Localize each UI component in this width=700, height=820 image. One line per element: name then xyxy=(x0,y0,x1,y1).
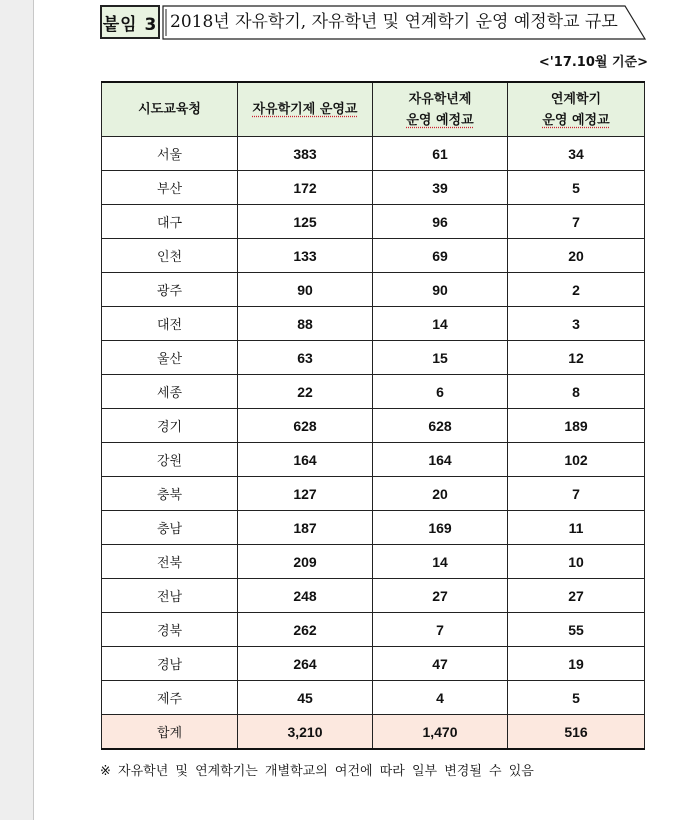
linked-semester-cell: 102 xyxy=(508,443,645,477)
linked-semester-cell: 10 xyxy=(508,545,645,579)
free-semester-cell: 209 xyxy=(238,545,373,579)
free-year-cell: 169 xyxy=(373,511,508,545)
table-row xyxy=(102,409,645,443)
free-year-cell: 27 xyxy=(373,579,508,613)
appendix-label: 붙임 3 xyxy=(100,5,160,39)
free-semester-cell: 383 xyxy=(238,137,373,171)
linked-semester-cell: 55 xyxy=(508,613,645,647)
table-row xyxy=(102,205,645,239)
free-year-cell: 7 xyxy=(373,613,508,647)
free-year-cell: 4 xyxy=(373,681,508,715)
linked-semester-cell: 3 xyxy=(508,307,645,341)
title-box xyxy=(162,5,647,41)
table-row xyxy=(102,239,645,273)
free-semester-cell: 262 xyxy=(238,613,373,647)
linked-semester-cell: 2 xyxy=(508,273,645,307)
table-row xyxy=(102,137,645,171)
free-semester-cell: 133 xyxy=(238,239,373,273)
free-year-cell: 96 xyxy=(373,205,508,239)
free-semester-cell: 45 xyxy=(238,681,373,715)
page-margin-strip xyxy=(0,0,34,820)
region-cell: 대구 xyxy=(102,205,238,239)
region-cell: 전북 xyxy=(102,545,238,579)
linked-semester-cell: 8 xyxy=(508,375,645,409)
free-year-cell: 15 xyxy=(373,341,508,375)
header-linked-semester: 연계학기 운영 예정교 xyxy=(508,82,645,137)
region-cell: 세종 xyxy=(102,375,238,409)
region-cell: 대전 xyxy=(102,307,238,341)
region-cell: 울산 xyxy=(102,341,238,375)
table-row xyxy=(102,307,645,341)
region-cell: 경기 xyxy=(102,409,238,443)
free-year-cell: 164 xyxy=(373,443,508,477)
region-cell: 충남 xyxy=(102,511,238,545)
table-header-row xyxy=(102,82,645,137)
table-row xyxy=(102,341,645,375)
free-semester-cell: 187 xyxy=(238,511,373,545)
table-body xyxy=(102,137,645,750)
linked-semester-cell: 19 xyxy=(508,647,645,681)
free-year-cell: 1,470 xyxy=(373,715,508,750)
table-row xyxy=(102,681,645,715)
free-year-cell: 39 xyxy=(373,171,508,205)
free-year-cell: 47 xyxy=(373,647,508,681)
linked-semester-cell: 20 xyxy=(508,239,645,273)
free-semester-cell: 125 xyxy=(238,205,373,239)
free-year-cell: 69 xyxy=(373,239,508,273)
free-semester-cell: 127 xyxy=(238,477,373,511)
linked-semester-cell: 5 xyxy=(508,681,645,715)
free-semester-cell: 172 xyxy=(238,171,373,205)
linked-semester-cell: 27 xyxy=(508,579,645,613)
free-year-cell: 6 xyxy=(373,375,508,409)
table-row xyxy=(102,477,645,511)
document-title: 2018년 자유학기, 자유학년 및 연계학기 운영 예정학교 규모 xyxy=(170,12,618,32)
region-cell: 인천 xyxy=(102,239,238,273)
free-semester-cell: 248 xyxy=(238,579,373,613)
free-semester-cell: 88 xyxy=(238,307,373,341)
free-year-cell: 20 xyxy=(373,477,508,511)
free-semester-cell: 22 xyxy=(238,375,373,409)
table-row xyxy=(102,545,645,579)
region-cell: 광주 xyxy=(102,273,238,307)
free-year-cell: 628 xyxy=(373,409,508,443)
free-year-cell: 61 xyxy=(373,137,508,171)
header-free-semester: 자유학기제 운영교 xyxy=(238,82,373,137)
region-cell: 서울 xyxy=(102,137,238,171)
table-row xyxy=(102,647,645,681)
region-cell: 강원 xyxy=(102,443,238,477)
table-row xyxy=(102,443,645,477)
region-cell: 경북 xyxy=(102,613,238,647)
linked-semester-cell: 5 xyxy=(508,171,645,205)
total-row xyxy=(102,715,645,750)
region-cell: 제주 xyxy=(102,681,238,715)
table-row xyxy=(102,613,645,647)
linked-semester-cell: 11 xyxy=(508,511,645,545)
region-cell: 충북 xyxy=(102,477,238,511)
free-semester-cell: 3,210 xyxy=(238,715,373,750)
free-semester-cell: 628 xyxy=(238,409,373,443)
region-cell: 합계 xyxy=(102,715,238,750)
table-row xyxy=(102,579,645,613)
free-year-cell: 14 xyxy=(373,307,508,341)
free-year-cell: 90 xyxy=(373,273,508,307)
table-row xyxy=(102,171,645,205)
header-region: 시도교육청 xyxy=(102,82,238,137)
linked-semester-cell: 516 xyxy=(508,715,645,750)
reference-date: <'17.10월 기준> xyxy=(538,55,648,70)
region-cell: 전남 xyxy=(102,579,238,613)
region-cell: 경남 xyxy=(102,647,238,681)
linked-semester-cell: 7 xyxy=(508,205,645,239)
linked-semester-cell: 34 xyxy=(508,137,645,171)
table-row xyxy=(102,375,645,409)
footnote: ※ 자유학년 및 연계학기는 개별학교의 여건에 따라 일부 변경될 수 있음 xyxy=(100,764,534,779)
free-semester-cell: 264 xyxy=(238,647,373,681)
table-row xyxy=(102,511,645,545)
region-cell: 부산 xyxy=(102,171,238,205)
linked-semester-cell: 189 xyxy=(508,409,645,443)
school-count-table xyxy=(101,81,645,750)
header-free-year: 자유학년제 운영 예정교 xyxy=(373,82,508,137)
table-row xyxy=(102,273,645,307)
title-banner xyxy=(100,5,645,41)
free-semester-cell: 63 xyxy=(238,341,373,375)
linked-semester-cell: 7 xyxy=(508,477,645,511)
free-semester-cell: 164 xyxy=(238,443,373,477)
linked-semester-cell: 12 xyxy=(508,341,645,375)
free-semester-cell: 90 xyxy=(238,273,373,307)
free-year-cell: 14 xyxy=(373,545,508,579)
